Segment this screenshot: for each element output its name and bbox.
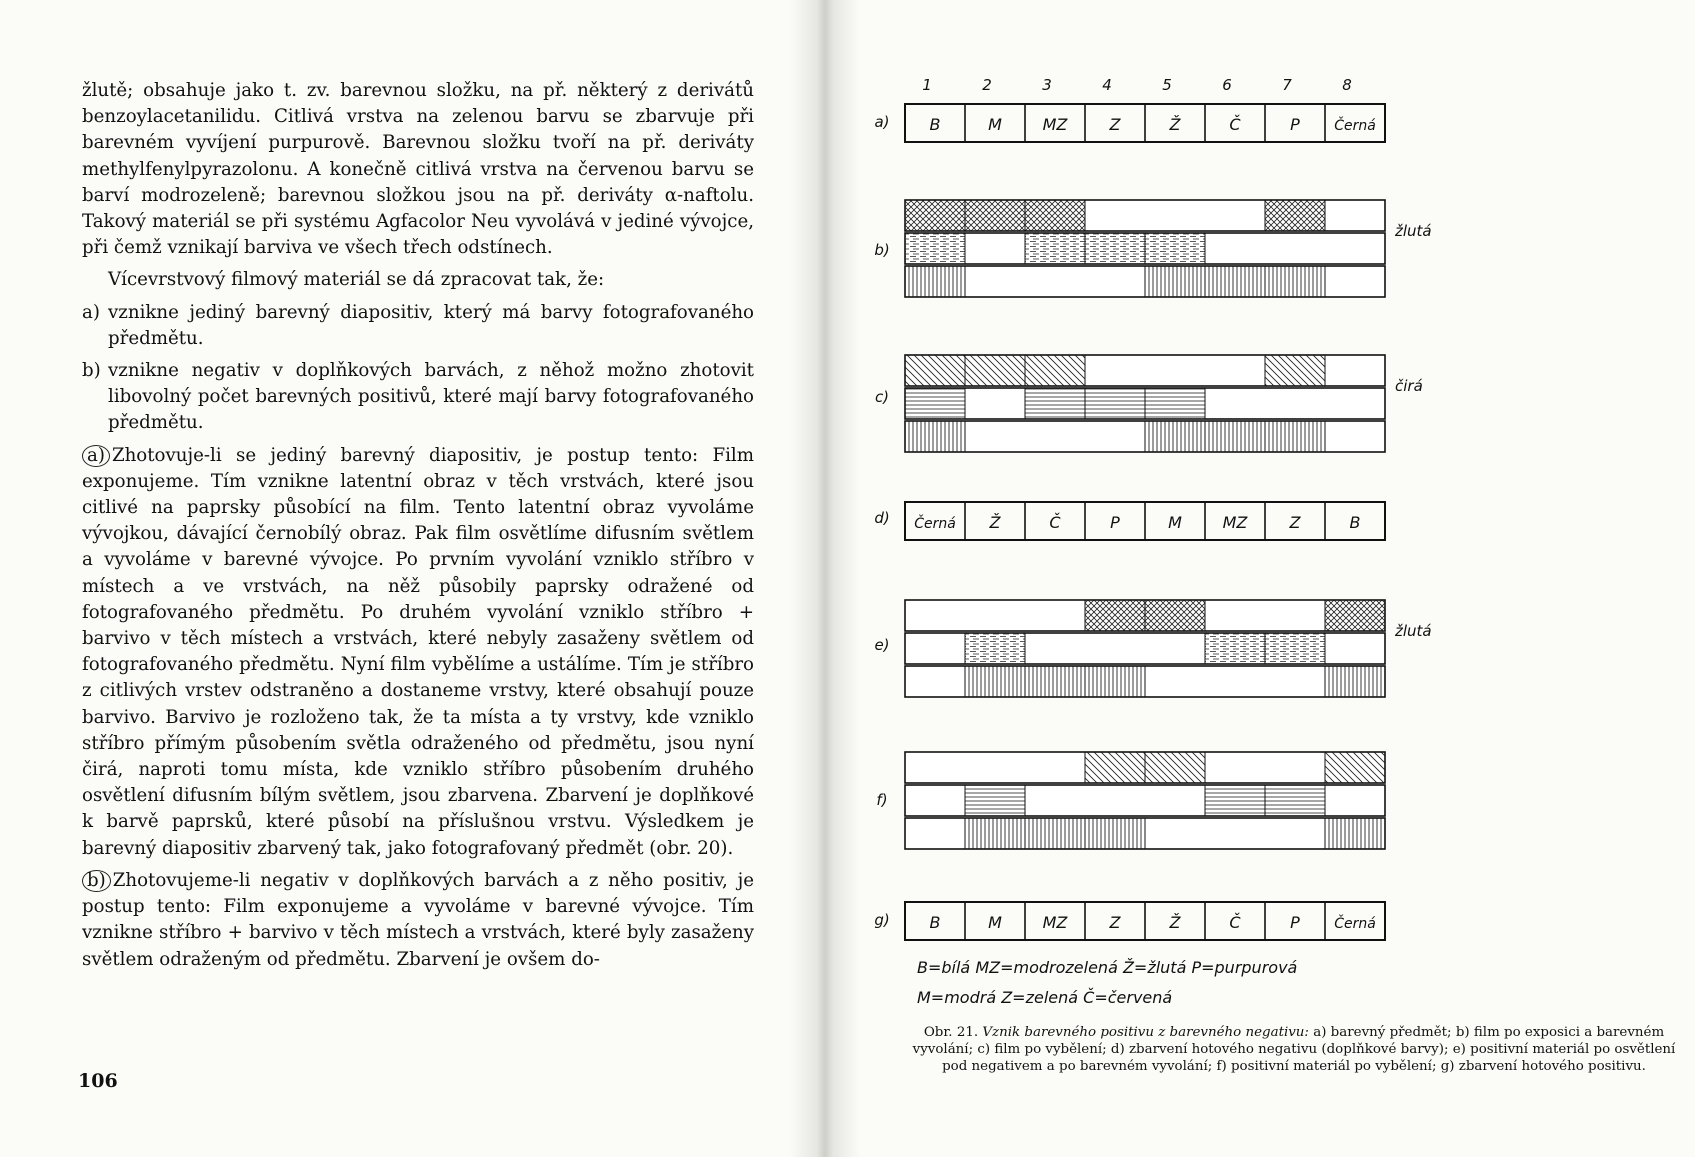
row-d-cell: Z <box>1289 513 1301 532</box>
row-g-cell: MZ <box>1042 913 1068 932</box>
row-e-segment <box>1085 600 1145 631</box>
row-f-segment <box>1265 785 1325 816</box>
row-e-segment <box>965 666 1025 697</box>
caption-label: Obr. 21. <box>923 1025 979 1040</box>
row-d-cell: B <box>1349 513 1361 532</box>
row-c-segment <box>1145 388 1205 419</box>
circled-mark: b) <box>82 870 111 892</box>
figure-caption <box>904 1024 1684 1075</box>
row-label: a) <box>874 113 890 131</box>
column-number: 3 <box>1042 76 1052 94</box>
row-b-segment <box>1085 233 1145 264</box>
circled-mark: a) <box>82 445 110 467</box>
side-label-c: čirá <box>1395 377 1423 395</box>
row-a-cell: M <box>988 115 1002 134</box>
row-e-segment <box>1025 666 1085 697</box>
row-b-segment <box>1145 266 1205 297</box>
list-text: vznikne jediný barevný diapositiv, který má barvy fotografovaného předmětu. <box>108 301 754 349</box>
row-d-cell: P <box>1110 513 1120 532</box>
row-b-segment <box>1205 266 1265 297</box>
section-a-text: Zhotovuje-li se jediný barevný diapositiv, je postup tento: Film exponujeme. Tím vznikne latentní obraz v těch vrstvách, které jsou citlivé na paprsky působící na film. Tento latentní obraz vyvoláme vývojkou, dávající černobílý obraz. Pak film osvětlíme difusním světlem a vyvoláme v barevné vývojce. Po prvním vyvolání vzniklo stříbro v místech a ve vrstvách, na něž působily paprsky odražené od fotografovaného předmětu. Po druhém vyvolání vzniklo stříbro + barvivo v těch místech a vrstvách, které nebyly zasaženy světlem od fotografovaného předmětu. Nyní film vybělíme a ustálíme. Tím je stříbro z citlivých vrstev odstraněno a dostaneme vrstvy, které obsahují pouze barvivo. Barvivo je rozloženo tak, že ta místa a ty vrstvy, kde vzniklo stříbro přímým působením světla odraženého od předmětu, jsou nyní čirá, naproti tomu místa, kde vzniklo stříbro působením druhého osvětlení difusním bílým světlem, jsou zbarvena. Zbarvení je doplňkové k barvě paprsků, které působí na příslušnou vrstvu. Výsledkem je barevný diapositiv zbarvený tak, jako fotografovaný předmět (obr. 20). <box>82 444 754 859</box>
row-e-segment <box>1325 666 1385 697</box>
list-text: vznikne negativ v doplňkových barvách, z něhož možno zhotovit libovolný počet barevných positivů, které mají barvy fotografovaného předmětu. <box>108 360 754 434</box>
row-b-segment <box>1025 233 1085 264</box>
row-e-segment <box>965 633 1025 664</box>
row-g-cell: Ž <box>1169 913 1181 932</box>
row-label: b) <box>874 241 890 259</box>
row-g-cell: M <box>988 913 1002 932</box>
caption-title: Vznik barevného positivu z barevného negativu: <box>982 1025 1309 1040</box>
row-c-segment <box>1265 421 1325 452</box>
row-f-segment <box>1085 818 1145 849</box>
row-label: e) <box>874 636 890 654</box>
row-a-cell: B <box>929 115 941 134</box>
row-c-segment <box>1025 355 1085 386</box>
row-g-cell: Z <box>1109 913 1121 932</box>
row-a-cell: Č <box>1229 115 1241 134</box>
column-number: 4 <box>1102 76 1112 94</box>
row-b-segment <box>905 200 965 231</box>
row-f-segment <box>1025 818 1085 849</box>
section-b-paragraph <box>82 868 754 973</box>
page-number: 106 <box>78 1070 118 1092</box>
row-c-segment <box>1205 421 1265 452</box>
row-e-segment <box>1205 633 1265 664</box>
row-e-segment <box>1085 666 1145 697</box>
column-number: 8 <box>1342 76 1352 94</box>
row-a-cell: Z <box>1109 115 1121 134</box>
row-d-cell: MZ <box>1222 513 1248 532</box>
caption-text: a) barevný předmět; b) film po exposici a barevném vyvolání; c) film po vybělení; d) zbarvení hotového negativu (doplňkové barvy); e) positivní materiál po osvětlení pod negativem a po barevném vyvolání; f) positivní materiál po vybělení; g) zbarvení hotového positivu. <box>912 1025 1676 1074</box>
row-g-cell: Černá <box>1334 916 1376 932</box>
color-layer-diagram <box>860 0 1695 1157</box>
row-label: g) <box>874 911 890 929</box>
paragraph-2: Vícevrstvový filmový materiál se dá zpracovat tak, že: <box>108 269 605 291</box>
column-number: 7 <box>1282 76 1292 94</box>
row-f-segment <box>965 818 1025 849</box>
side-label-e: žlutá <box>1395 622 1432 640</box>
row-c-segment <box>1085 388 1145 419</box>
side-label-b: žlutá <box>1395 222 1432 240</box>
figure-content <box>874 76 1431 1007</box>
row-f-segment <box>1325 818 1385 849</box>
legend-line-1: B=bílá MZ=modrozelená Ž=žlutá P=purpurová <box>917 958 1298 977</box>
row-d-cell: M <box>1168 513 1182 532</box>
row-c-segment <box>1265 355 1325 386</box>
section-a-paragraph <box>82 443 754 862</box>
row-g-cell: B <box>929 913 941 932</box>
row-label: f) <box>876 791 888 809</box>
row-b-segment <box>1145 233 1205 264</box>
row-b-segment <box>1265 266 1325 297</box>
list-mark: b) <box>82 360 101 382</box>
row-e-segment <box>1265 633 1325 664</box>
column-number: 6 <box>1222 76 1232 94</box>
row-b-segment <box>905 266 965 297</box>
row-f-segment <box>965 785 1025 816</box>
row-b-segment <box>1265 200 1325 231</box>
row-c-segment <box>965 355 1025 386</box>
body-text <box>82 78 754 979</box>
column-number: 1 <box>922 76 932 94</box>
row-b-segment <box>905 233 965 264</box>
section-b-text: Zhotovujeme-li negativ v doplňkových barvách a z něho positiv, je postup tento: Film exponujeme a vyvoláme v barevné vývojce. Tím vznikne stříbro + barvivo v těch místech a vrstvách, které byly zasaženy světlem odraženým od předmětu. Zbarvení je ovšem do- <box>82 869 754 970</box>
row-g-cell: P <box>1290 913 1300 932</box>
row-a-cell: Černá <box>1334 118 1376 134</box>
column-number: 5 <box>1162 76 1172 94</box>
row-f-segment <box>1085 752 1145 783</box>
row-c-segment <box>1025 388 1085 419</box>
column-number: 2 <box>982 76 992 94</box>
row-d-cell: Ž <box>989 513 1001 532</box>
row-label: c) <box>874 388 890 406</box>
right-page <box>860 0 1695 1157</box>
row-f-segment <box>1325 752 1385 783</box>
row-c-segment <box>905 421 965 452</box>
book-gutter <box>790 0 860 1157</box>
row-d-cell: Č <box>1049 513 1061 532</box>
row-a-cell: Ž <box>1169 115 1181 134</box>
list-item-b <box>82 358 754 437</box>
list-mark: a) <box>82 301 100 323</box>
row-d-cell: Černá <box>914 516 956 532</box>
row-c-segment <box>1145 421 1205 452</box>
row-c-segment <box>905 355 965 386</box>
row-g-cell: Č <box>1229 913 1241 932</box>
list-item-a <box>82 300 754 352</box>
row-c-segment <box>905 388 965 419</box>
row-a-cell: MZ <box>1042 115 1068 134</box>
row-a-cell: P <box>1290 115 1300 134</box>
row-label: d) <box>874 509 890 527</box>
row-b-segment <box>965 200 1025 231</box>
row-f-segment <box>1205 785 1265 816</box>
row-f-segment <box>1145 752 1205 783</box>
legend-line-2: M=modrá Z=zelená Č=červená <box>917 988 1173 1007</box>
paragraph-1: žlutě; obsahuje jako t. zv. barevnou složku, na př. některý z derivátů benzoylacetanilidu. Citlivá vrstva na zelenou barvu se zbarvuje při barevném vyvíjení purpurově. Barevnou složku tvoří na př. deriváty methylfenylpyrazolonu. A konečně citlivá vrstva na červenou barvu se barví modrozeleně; barevnou složkou jsou na př. deriváty α-naftolu. Takový materiál se při systému Agfacolor Neu vyvolává v jediné vývojce, při čemž vznikají barviva ve všech třech odstínech. <box>82 80 754 259</box>
row-b-segment <box>1025 200 1085 231</box>
row-e-segment <box>1145 600 1205 631</box>
left-page <box>0 0 800 1157</box>
row-e-segment <box>1325 600 1385 631</box>
